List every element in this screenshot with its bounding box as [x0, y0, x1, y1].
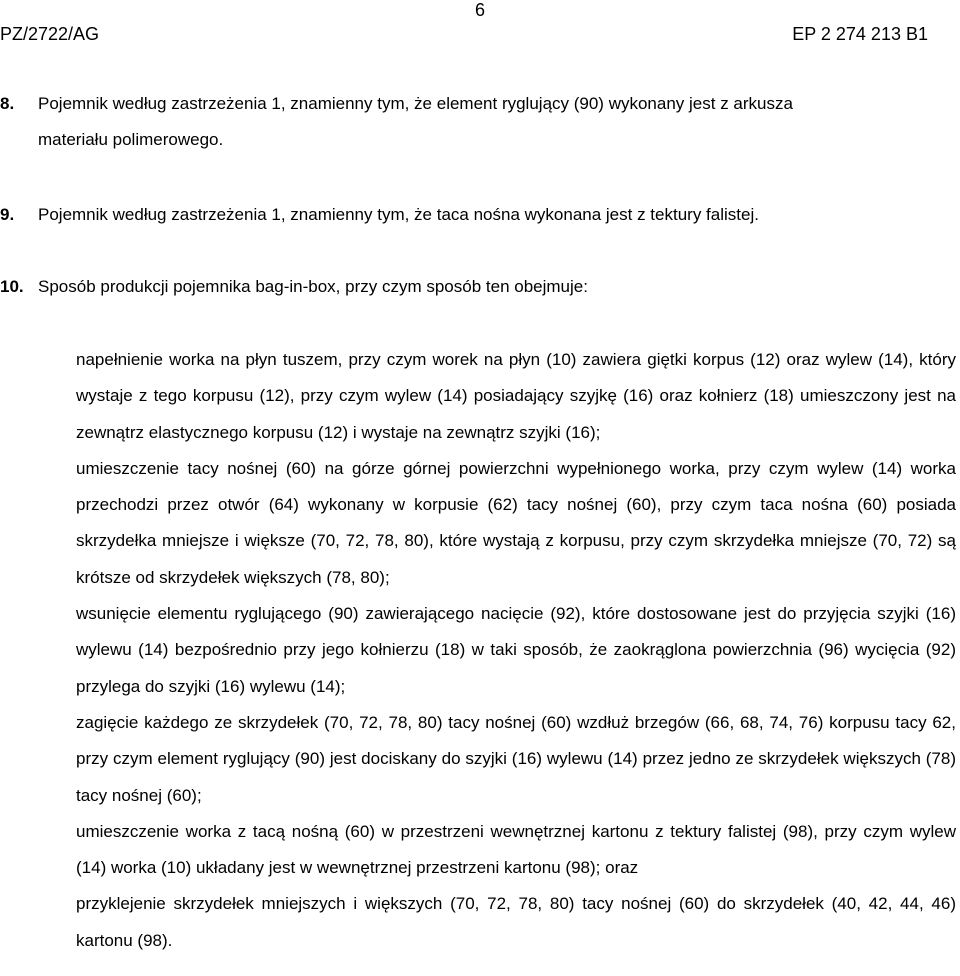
method-step: napełnienie worka na płyn tuszem, przy czym worek na płyn (10) zawiera giętki korpus (12) oraz wylew (14), który wystaje z tego korpusu (12), przy czym wylew (14) posiadający szyjkę (16) oraz kołnierz (18) umieszczony jest na zewnątrz elastycznego korpusu (12) i wystaje na zewnątrz szyjki (16); — [76, 350, 956, 442]
claim-9 — [0, 197, 928, 233]
method-step: umieszczenie worka z tacą nośną (60) w przestrzeni wewnętrznej kartonu z tektury falistej (98), przy czym wylew (14) worka (10) układany jest w wewnętrznej przestrzeni kartonu (98); oraz — [76, 821, 956, 878]
claim-text: Pojemnik według zastrzeżenia 1, znamienny tym, że element ryglujący (90) wykonany jest z arkusza — [38, 94, 793, 113]
claim-number: 8. — [0, 94, 15, 113]
method-step: wsunięcie elementu ryglującego (90) zawierającego nacięcie (92), które dostosowane jest do przyjęcia szyjki (16) wylewu (14) bezpośrednio przy jego kołnierzu (18) w taki sposób, że zaokrąglona powierzchnia (96) wycięcia (92) przylega do szyjki (16) wylewu (14); — [76, 604, 956, 696]
claim-text: Pojemnik według zastrzeżenia 1, znamienny tym, że taca nośna wykonana jest z tektury falistej. — [38, 205, 759, 224]
method-step: umieszczenie tacy nośnej (60) na górze górnej powierzchni wypełnionego worka, przy czym wylew (14) worka przechodzi przez otwór (64) wykonany w korpusie (62) tacy nośnej (60), przy czym taca nośna (60) posiada skrzydełka mniejsze i większe (70, 72, 78, 80), które wystają z korpusu, przy czym skrzydełka mniejsze (70, 72) są krótsze od skrzydełek większych (78, 80); — [76, 458, 956, 587]
claim-number: 9. — [0, 205, 15, 224]
claim-number: 10. — [0, 277, 24, 296]
method-steps — [76, 342, 956, 959]
claim-8 — [0, 86, 928, 157]
method-step: zagięcie każdego ze skrzydełek (70, 72, 78, 80) tacy nośnej (60) wzdłuż brzegów (66, 68, 74, 76) korpusu tacy 62, przy czym element ryglujący (90) jest dociskany do szyjki (16) wylewu (14) przez jedno ze skrzydełek większych (78) tacy nośnej (60); — [76, 712, 956, 805]
claim-text: Sposób produkcji pojemnika bag-in-box, przy czym sposób ten obejmuje: — [38, 277, 588, 296]
method-step: przyklejenie skrzydełek mniejszych i większych (70, 72, 78, 80) tacy nośnej (60) do skrzydełek (40, 42, 44, 46) kartonu (98). — [76, 894, 956, 950]
page-number: 6 — [474, 0, 485, 20]
document-reference-left: PZ/2722/AG — [0, 24, 100, 44]
claim-10 — [0, 269, 928, 305]
patent-number-right: EP 2 274 213 B1 — [792, 24, 928, 44]
claim-text-continuation: materiału polimerowego. — [38, 129, 224, 149]
